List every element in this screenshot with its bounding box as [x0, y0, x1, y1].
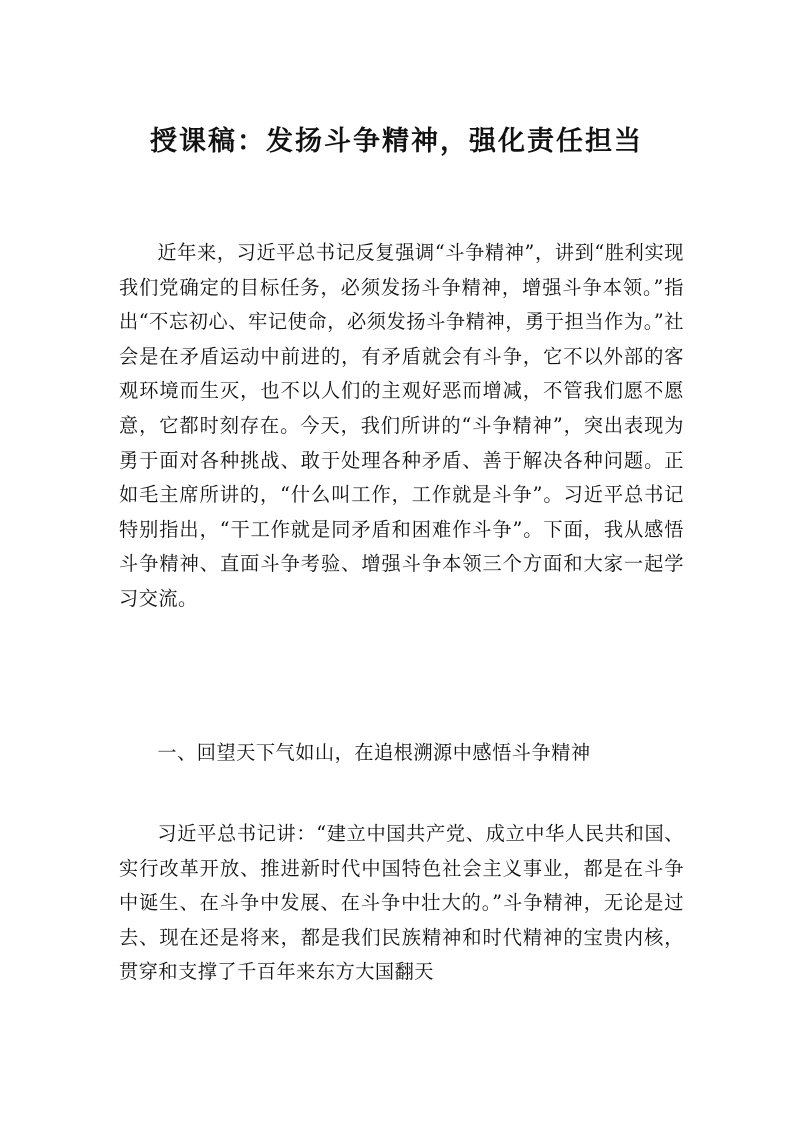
section-heading: 一、回望天下气如山，在追根溯源中感悟斗争精神	[157, 741, 591, 764]
document-title: 授课稿：发扬斗争精神，强化责任担当	[150, 126, 643, 157]
intro-paragraph: 近年来，习近平总书记反复强调“斗争精神”，讲到“胜利实现我们党确定的目标任务，必须发扬斗争精神，增强斗争本领。”指出“不忘初心、牢记使命，必须发扬斗争精神，勇于担当作为。”社会是在矛盾运动中前进的，有矛盾就会有斗争，它不以外部的客观环境而生灭，也不以人们的主观好恶而增减，不管我们愿不愿意，它都时刻存在。今天，我们所讲的“斗争精神”，突出表现为勇于面对各种挑战、敢于处理各种矛盾、善于解决各种问题。正如毛主席所讲的，“什么叫工作，工作就是斗争”。习近平总书记特别指出，“干工作就是同矛盾和困难作斗争”。下面，我从感悟斗争精神、直面斗争考验、增强斗争本领三个方面和大家一起学习交流。	[119, 241, 684, 610]
section-paragraph: 习近平总书记讲：“建立中国共产党、成立中华人民共和国、实行改革开放、推进新时代中国特色社会主义事业，都是在斗争中诞生、在斗争中发展、在斗争中壮大的。”斗争精神，无论是过去、现在还是将来，都是我们民族精神和时代精神的宝贵内核，贯穿和支撑了千百年来东方大国翻天	[119, 822, 684, 984]
